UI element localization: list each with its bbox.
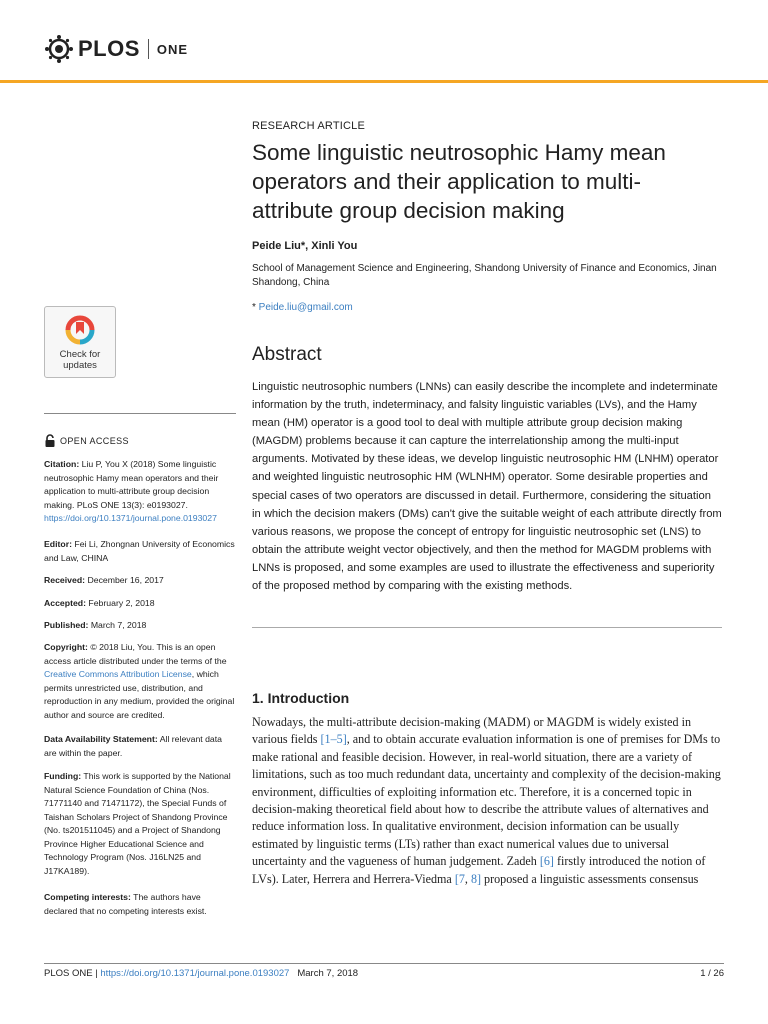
footer-doi-link[interactable]: https://doi.org/10.1371/journal.pone.0193027 (100, 968, 290, 979)
reference-link[interactable]: [6] (539, 854, 554, 869)
published-date (44, 619, 236, 633)
accepted-date (44, 597, 236, 611)
reference-link[interactable]: [7 (454, 871, 465, 886)
sidebar-divider (44, 413, 236, 414)
published-text: March 7, 2018 (88, 620, 147, 630)
intro-text: proposed a linguistic assessments consensus (481, 871, 699, 886)
introduction-paragraph (252, 714, 722, 888)
received-text: December 16, 2017 (85, 575, 164, 585)
plos-one-logo[interactable] (44, 34, 188, 64)
page-footer (44, 968, 724, 979)
citation (44, 458, 236, 526)
section-heading-introduction: 1. Introduction (252, 690, 350, 706)
reference-link[interactable]: [1–5] (320, 732, 347, 747)
badge-line-1: Check for (59, 349, 101, 360)
copyright-text: , which permits unrestricted use, distribution, and reproduction in any medium, provided the original author and source are credited. (44, 669, 235, 720)
editor (44, 538, 236, 565)
editor-label: Editor: (44, 539, 72, 549)
plos-logo-icon (44, 34, 74, 64)
received-label: Received: (44, 575, 86, 585)
funding (44, 770, 236, 878)
intro-text: Nowadays, the multi-attribute decision-making (MADM) or MAGDM is widely existed in various fields (252, 715, 692, 747)
abstract-heading: Abstract (252, 344, 322, 365)
accepted-label: Accepted: (44, 598, 86, 608)
article-title: Some linguistic neutrosophic Hamy mean operators and their application to multi-attribute group decision making (252, 140, 666, 223)
funding-label: Funding: (44, 771, 82, 781)
crossmark-icon (63, 313, 97, 347)
copyright-text: © 2018 Liu, You. This is an open access article distributed under the terms of the (44, 642, 227, 666)
data-availability-text: All relevant data are within the paper. (44, 734, 223, 758)
journal-name: ONE (156, 41, 189, 57)
corresponding-email (252, 302, 722, 313)
badge-line-2: updates (63, 360, 97, 371)
article-type: RESEARCH ARTICLE (252, 120, 366, 132)
editor-text: Fei Li, Zhongnan University of Economics and Law, CHINA (44, 539, 235, 563)
competing-interests-label: Competing interests: (44, 892, 131, 902)
footer-date: March 7, 2018 (297, 968, 359, 979)
funding-text: This work is supported by the National Natural Science Foundation of China (Nos. 71771140 and 71471172), the Special Funds of Taishan Scholars Project of Shandong Province (No. ts201511045) and a Project of Shandong Province Higher Educational Science and Technology Program (Nos. J16LN25 and J17KA189). (44, 771, 231, 876)
reference-link[interactable]: 8] (470, 871, 482, 886)
abstract-text: Linguistic neutrosophic numbers (LNNs) can easily describe the incomplete and indeterminate information by the truth, indeterminacy, and falsity linguistic variables (LVs), and the Hamy mean (HM) operator is a good tool to deal with multiple attribute group decision making (MAGDM) problems because it can capture the interrelationship among the multi-input arguments. Motivated by these ideas, we develop linguistic neutrosophic HM (LNHM) operator and weighted linguistic neutrosophic HM (WLNHM) operator. Some desirable properties and special cases of two operators are discussed in detail. Furthermore, considering the situation in which the decision makers (DMs) can't give the suitable weight of each attribute directly from various reasons, we propose the concept of entropy for linguistic neutrosophic set (LNS) to obtain the attribute weight vector objectively, and then the method for MAGDM problems with LNNs is proposed, and some examples are used to illustrate the effectiveness and superiority of the proposed method by comparing with the existing methods. (252, 381, 722, 593)
open-lock-icon (44, 434, 56, 448)
badge-label (45, 349, 115, 371)
intro-text: , and to obtain accurate evaluation information is one of premises for DMs to make rational and feasible decision. However, in real-world situation, there are a variety of limitations, such as too much redundant data, uncertainty and complexity of the decision-making environment, difficulties of exploiting information etc. Therefore, it is a concerned topic in decision-making theoretical field about how to describe the attribute values of alternatives and reduce information loss. In qualitative environment, decision information can be usually estimated by linguistic terms (LTs) rather than exact numerical values due to universal uncertainty and the vagueness of human judgement. Zadeh (252, 732, 721, 869)
abstract-divider (252, 627, 722, 628)
competing-interests (44, 891, 236, 918)
logo-divider (148, 39, 149, 59)
open-access-text: OPEN ACCESS (60, 436, 129, 446)
license-link[interactable]: Creative Commons Attribution License (44, 669, 192, 679)
intro-text: firstly introduced the notion of LVs). Later, Herrera and Herrera-Viedma (252, 854, 706, 886)
accepted-text: February 2, 2018 (86, 598, 155, 608)
footer-divider (44, 963, 724, 964)
logo-text: PLOS (78, 36, 140, 61)
open-access-label (44, 434, 129, 448)
footer-left (44, 968, 358, 979)
page-header (0, 0, 768, 80)
footer-separator: | (92, 968, 101, 979)
data-availability (44, 733, 236, 760)
data-availability-label: Data Availability Statement: (44, 734, 158, 744)
intro-text: , (464, 871, 471, 886)
email-marker: * (252, 302, 259, 313)
affiliation: School of Management Science and Engineering, Shandong University of Finance and Economics, Jinan Shandong, China (252, 263, 717, 288)
published-label: Published: (44, 620, 89, 630)
copyright-label: Copyright: (44, 642, 88, 652)
authors: Peide Liu*, Xinli You (252, 240, 358, 252)
header-accent-rule (0, 80, 768, 83)
footer-journal: PLOS ONE (44, 968, 93, 979)
email-link[interactable]: Peide.liu@gmail.com (258, 302, 353, 313)
competing-interests-text: The authors have declared that no competing interests exist. (44, 892, 207, 916)
page-number: 1 / 26 (700, 968, 724, 979)
check-for-updates-badge[interactable] (44, 306, 116, 378)
copyright (44, 641, 236, 722)
received-date (44, 574, 236, 588)
citation-text: Liu P, You X (2018) Some linguistic neutrosophic Hamy mean operators and their application to multi-attribute group decision making. PLoS ONE 13(3): e0193027. (44, 459, 219, 510)
citation-doi-link[interactable]: https://doi.org/10.1371/journal.pone.0193027 (44, 513, 217, 523)
citation-label: Citation: (44, 459, 80, 469)
